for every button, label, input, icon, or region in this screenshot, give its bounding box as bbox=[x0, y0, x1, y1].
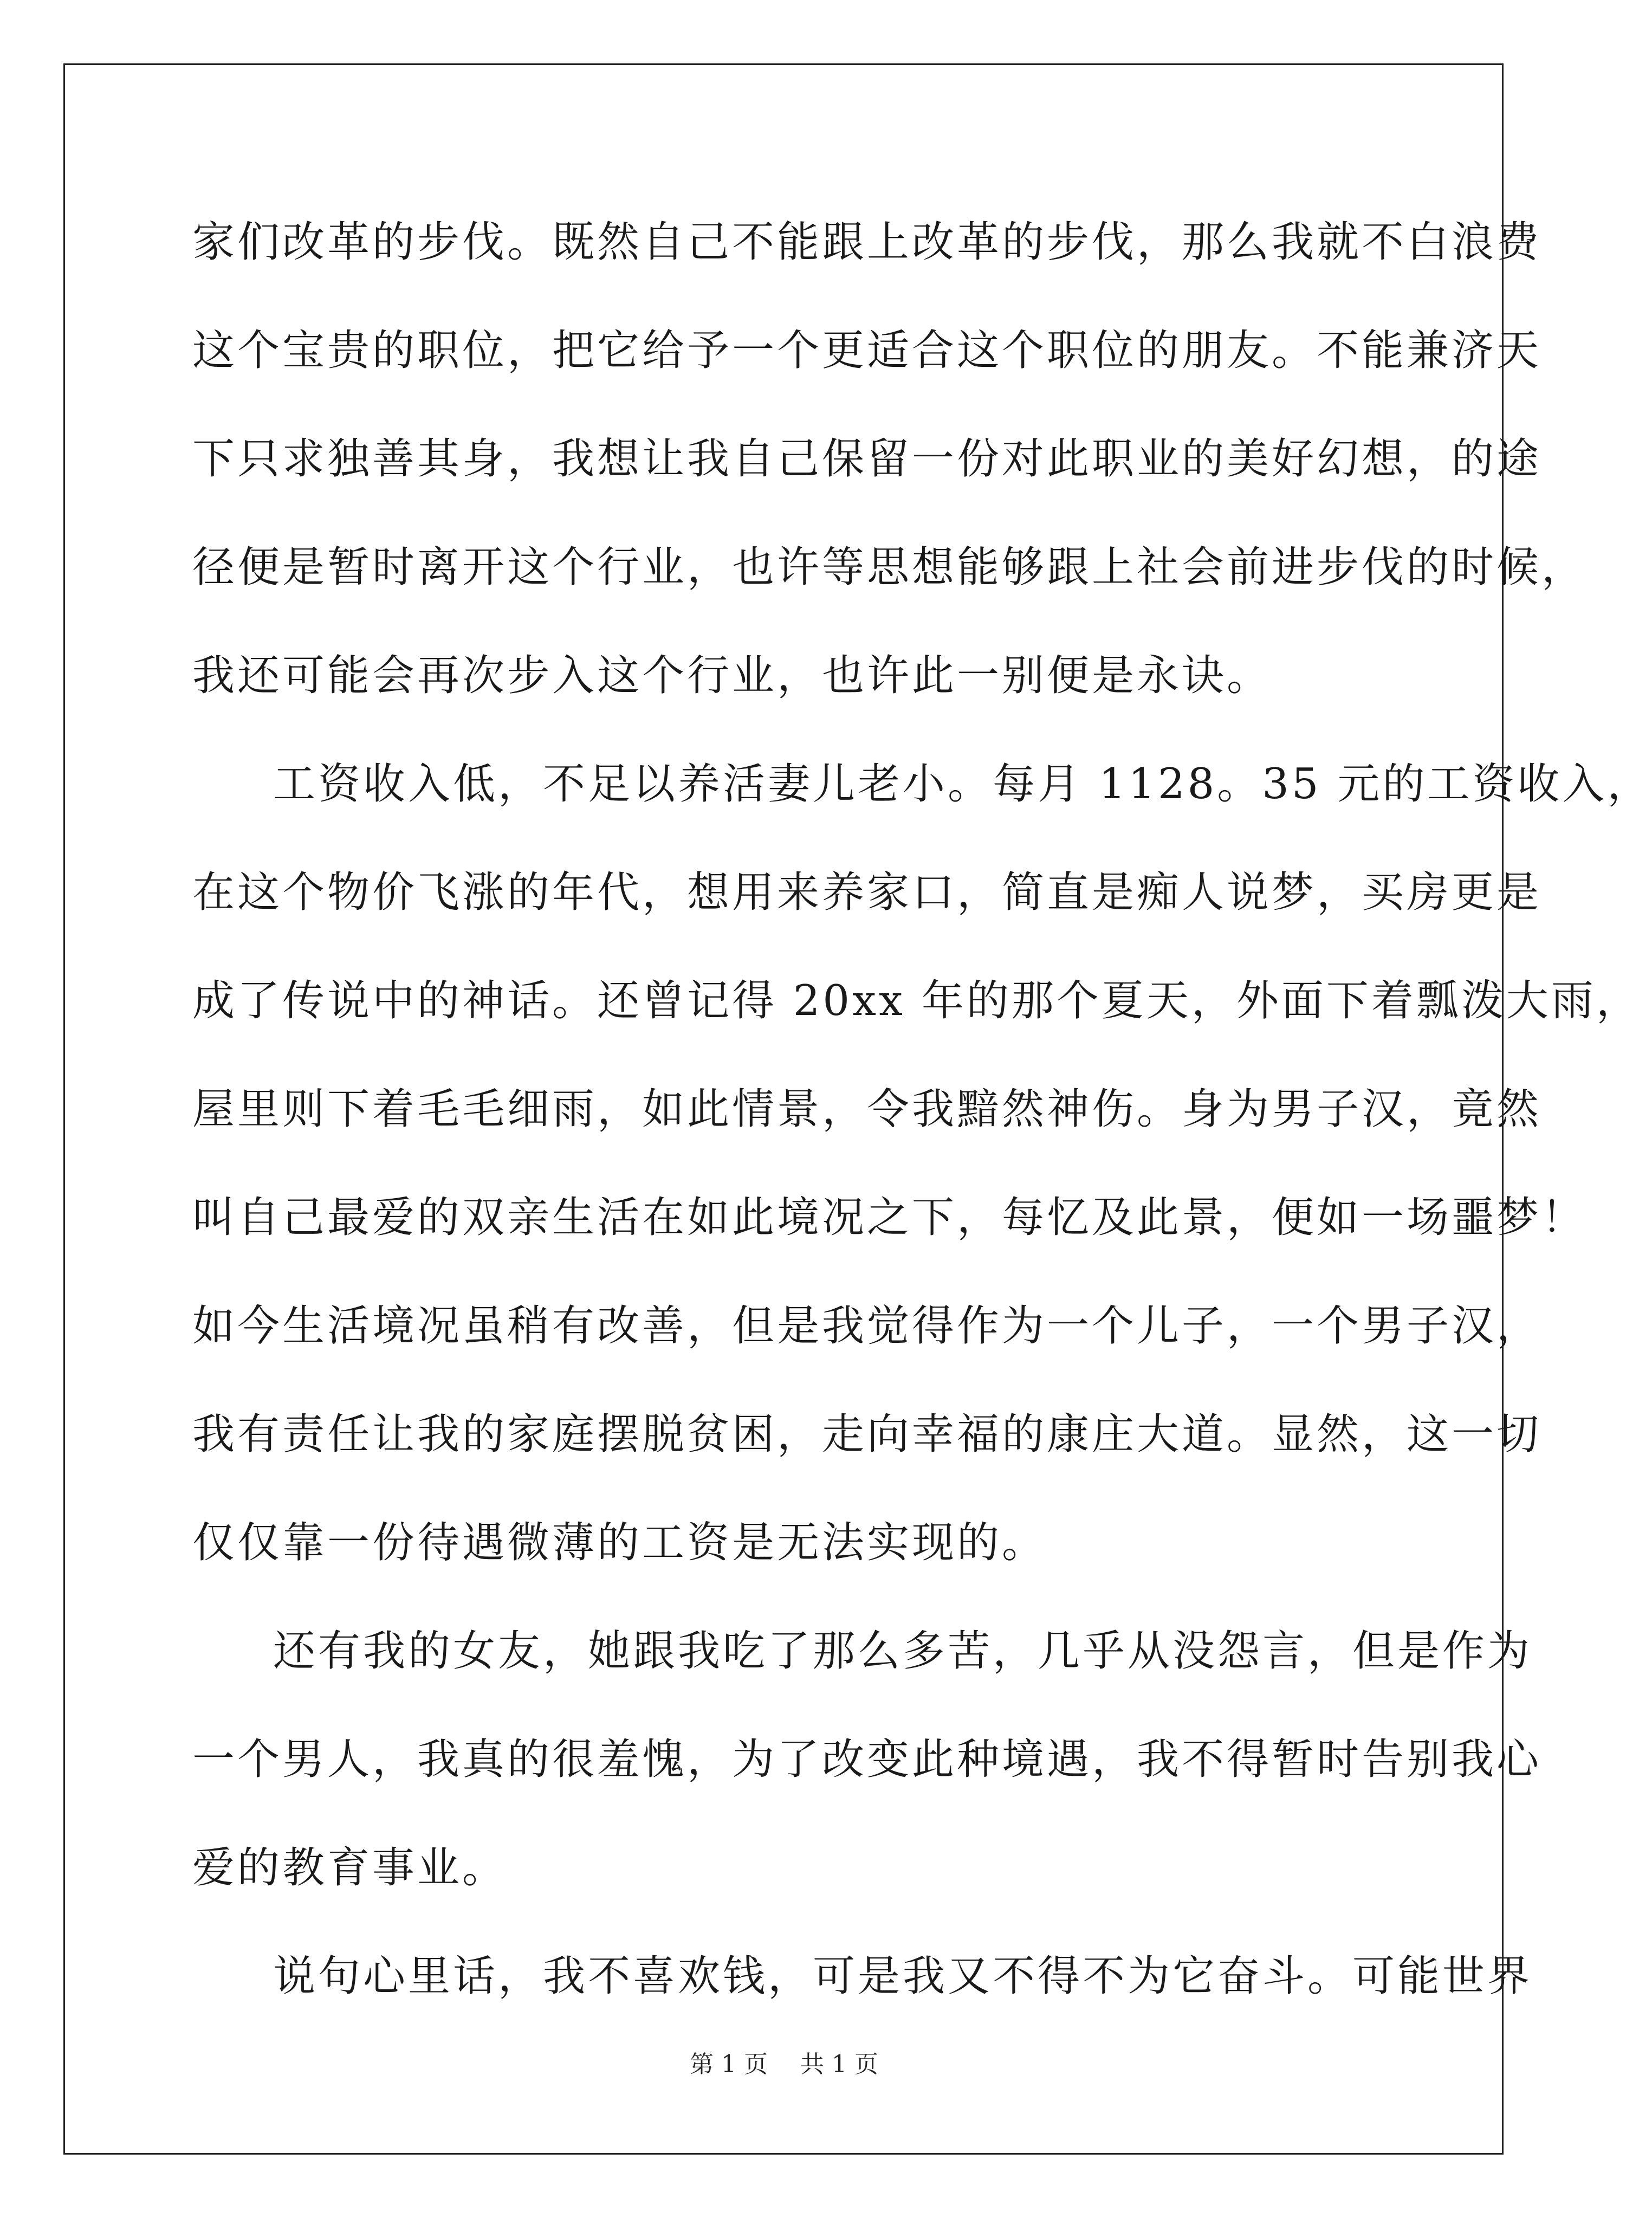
text-line: 叫自己最爱的双亲生活在如此境况之下，每忆及此景，便如一场噩梦！ bbox=[192, 1193, 1587, 1242]
text-line: 爱的教育事业。 bbox=[192, 1844, 508, 1892]
page-number-current: 第 1 页 bbox=[690, 2051, 768, 2078]
text-line: 如今生活境况虽稍有改善，但是我觉得作为一个儿子，一个男子汉， bbox=[192, 1302, 1542, 1350]
page-footer bbox=[0, 2048, 1568, 2081]
text-line: 一个男人，我真的很羞愧，为了改变此种境遇，我不得暂时告别我心 bbox=[192, 1735, 1542, 1784]
text-line: 我还可能会再次步入这个行业，也许此一别便是永诀。 bbox=[192, 651, 1272, 700]
paragraph-first-line: 还有我的女友，她跟我吃了那么多苦，几乎从没怨言，但是作为 bbox=[273, 1627, 1533, 1676]
text-line: 这个宝贵的职位，把它给予一个更适合这个职位的朋友。不能兼济天 bbox=[192, 326, 1542, 375]
text-line: 家们改革的步伐。既然自己不能跟上改革的步伐，那么我就不白浪费 bbox=[192, 218, 1542, 267]
text-line: 成了传说中的神话。还曾记得 20xx 年的那个夏天，外面下着瓢泼大雨， bbox=[192, 977, 1641, 1025]
text-line: 下只求独善其身，我想让我自己保留一份对此职业的美好幻想，的途 bbox=[192, 435, 1542, 483]
paragraph-first-line: 工资收入低，不足以养活妻儿老小。每月 1128。35 元的工资收入， bbox=[273, 760, 1652, 809]
text-line: 仅仅靠一份待遇微薄的工资是无法实现的。 bbox=[192, 1518, 1047, 1567]
text-line: 屋里则下着毛毛细雨，如此情景，令我黯然神伤。身为男子汉，竟然 bbox=[192, 1085, 1542, 1134]
text-line: 我有责任让我的家庭摆脱贫困，走向幸福的康庄大道。显然，这一切 bbox=[192, 1410, 1542, 1459]
text-line: 径便是暂时离开这个行业，也许等思想能够跟上社会前进步伐的时候， bbox=[192, 543, 1587, 592]
paragraph-first-line: 说句心里话，我不喜欢钱，可是我又不得不为它奋斗。可能世界 bbox=[273, 1952, 1533, 2001]
text-line: 在这个物价飞涨的年代，想用来养家口，简直是痴人说梦，买房更是 bbox=[192, 868, 1542, 917]
page-number-total: 共 1 页 bbox=[800, 2051, 878, 2078]
